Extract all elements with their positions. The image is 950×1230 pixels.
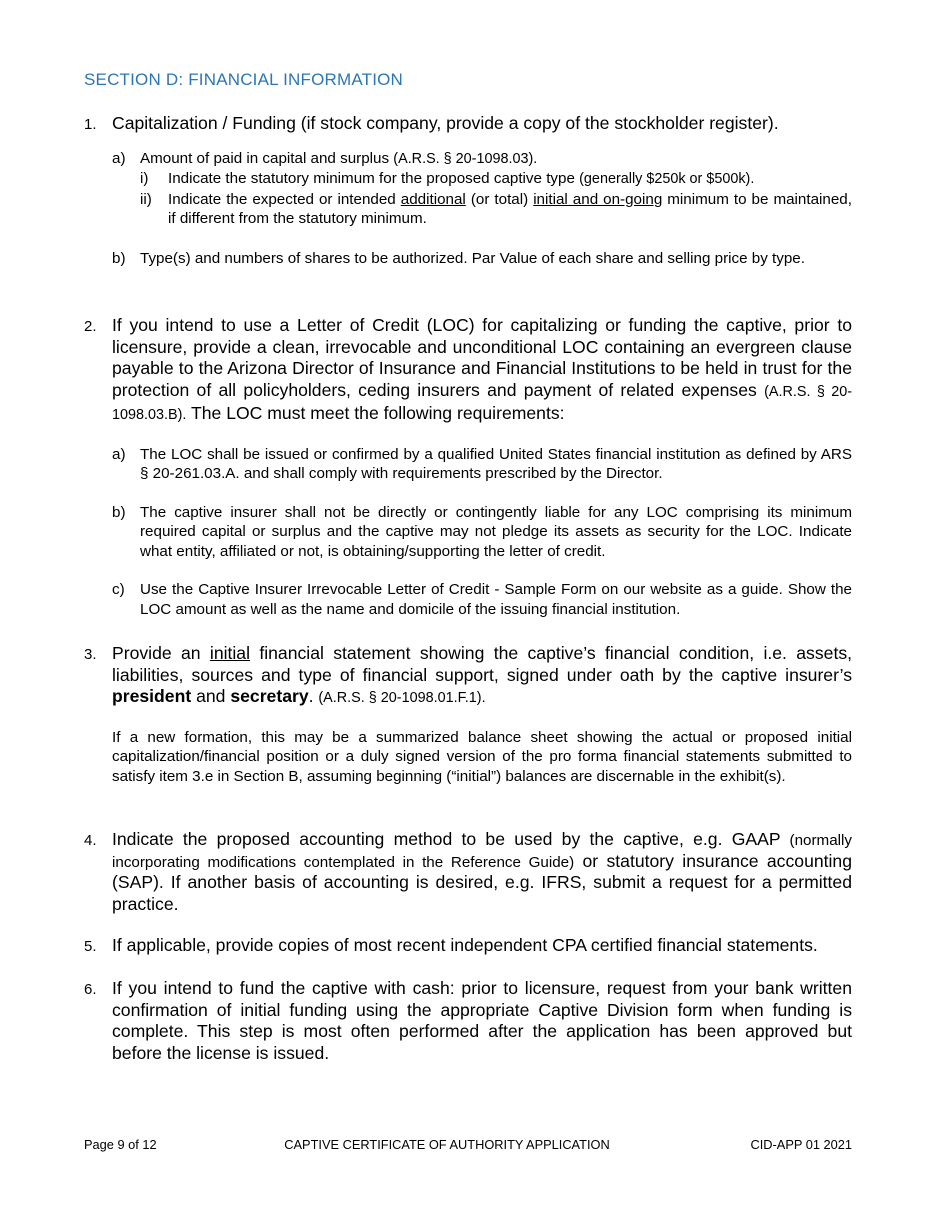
item-4: [84, 829, 852, 915]
item-number: 1.: [84, 116, 97, 133]
item-1a-text: Amount of paid in capital and surplus: [140, 149, 390, 167]
text-run: or statutory insurance accounting (SAP). If another basis of accounting is desired, e.g. IFRS, submit a request for a permitted practice.: [112, 850, 853, 914]
item-1a: [112, 149, 852, 170]
item-1a-citation: (A.R.S. § 20-1098.03).: [393, 150, 538, 167]
text-run: financial statement showing the captive’s financial condition, i.e. assets, liabilities, sources and type of financial support, signed under oath by the captive insurer’s: [112, 643, 853, 685]
sub-label: a): [112, 445, 126, 463]
footer-title: CAPTIVE CERTIFICATE OF AUTHORITY APPLICATION: [284, 1137, 610, 1152]
item-5-text: If applicable, provide copies of most recent independent CPA certified financial statements.: [112, 935, 818, 955]
item-5: [84, 935, 852, 957]
item-2b: [112, 503, 852, 562]
text-run: Provide an: [112, 643, 201, 663]
text-run: Indicate the expected or intended: [168, 190, 396, 208]
item-1a-i-text: Indicate the statutory minimum for the proposed captive type: [168, 170, 575, 187]
text-run: minimum to be maintained, if different from the statutory minimum.: [168, 190, 852, 227]
item-2a: [112, 445, 852, 484]
underlined-text: initial: [209, 643, 250, 663]
item-2b-text: The captive insurer shall not be directly or contingently liable for any LOC comprising its minimum required capital or surplus and the captive may not pledge its assets as security for the LOC. Indicate what entity, affiliated or not, is obtaining/supporting the letter of credit.: [140, 503, 852, 560]
item-2a-text: The LOC shall be issued or confirmed by a qualified United States financial institution as defined by ARS § 20-261.03.A. and shall comply with requirements prescribed by the Director.: [140, 445, 852, 482]
text-run: Indicate the proposed accounting method to be used by the captive, e.g. GAAP: [112, 829, 781, 849]
item-1: [84, 113, 852, 268]
text-run: and: [196, 686, 226, 706]
item-1b-text: Type(s) and numbers of shares to be authorized. Par Value of each share and selling price by type.: [140, 249, 805, 267]
item-2c-text: Use the Captive Insurer Irrevocable Letter of Credit - Sample Form on our website as a guide. Show the LOC amount as well as the name and domicile of the issuing financial institution.: [140, 581, 852, 618]
text-run: .: [308, 686, 314, 706]
item-3: [84, 643, 852, 786]
item-2c: [112, 580, 852, 619]
footer-form-code: CID-APP 01 2021: [750, 1137, 852, 1152]
item-4-note: (normally incorporating modifications contemplated in the Reference Guide): [112, 832, 852, 871]
underlined-text: initial and on-going: [533, 190, 663, 208]
sub-label: c): [112, 581, 125, 598]
item-6-text: If you intend to fund the captive with cash: prior to licensure, request from your bank written confirmation of initial funding using the appropriate Captive Division form when funding is complete. This step is most often performed after the application has been approved but before the license is issued.: [112, 978, 852, 1063]
item-1a-i: [140, 169, 852, 190]
item-1a-ii: [140, 190, 852, 229]
sub-label: b): [112, 249, 126, 267]
item-2-tail: The LOC must meet the following requirements:: [190, 403, 565, 423]
item-1a-i-note: (generally $250k or $500k).: [579, 171, 755, 187]
item-number: 2.: [84, 318, 97, 335]
item-number: 6.: [84, 981, 97, 998]
item-3-citation: (A.R.S. § 20-1098.01.F.1).: [318, 690, 486, 706]
item-2: [84, 315, 852, 619]
sub-label: b): [112, 503, 126, 521]
item-1b: [112, 249, 852, 269]
section-title: SECTION D: FINANCIAL INFORMATION: [84, 70, 404, 89]
item-6: [84, 978, 852, 1064]
bold-text: president: [112, 686, 192, 706]
item-number: 5.: [84, 938, 97, 955]
item-1-text: Capitalization / Funding (if stock company, provide a copy of the stockholder register).: [112, 113, 779, 133]
item-2-text: If you intend to use a Letter of Credit (LOC) for capitalizing or funding the captive, prior to licensure, provide a clean, irrevocable and unconditional LOC containing an evergreen clause payable to the Arizona Director of Insurance and Financial Institutions to be held in trust for the protection of all policyholders, ceding insurers and payment of related expenses: [112, 315, 852, 400]
item-number: 4.: [84, 832, 97, 849]
underlined-text: additional: [400, 190, 466, 208]
footer-page-number: Page 9 of 12: [84, 1137, 157, 1152]
item-3-paragraph: If a new formation, this may be a summarized balance sheet showing the actual or proposed initial capitalization/financial position or a duly signed version of the pro forma financial statements submitted to satisfy item 3.e in Section B, assuming beginning (“initial”) balances are discernable in the exhibit(s).: [112, 728, 852, 785]
sub-label: a): [112, 149, 126, 167]
text-run: (or total): [470, 190, 529, 208]
item-number: 3.: [84, 646, 97, 663]
item-2-citation: (A.R.S. § 20-1098.03.B).: [112, 383, 852, 423]
roman-label: ii): [140, 190, 152, 208]
roman-label: i): [140, 170, 149, 187]
bold-text: secretary: [230, 686, 309, 706]
